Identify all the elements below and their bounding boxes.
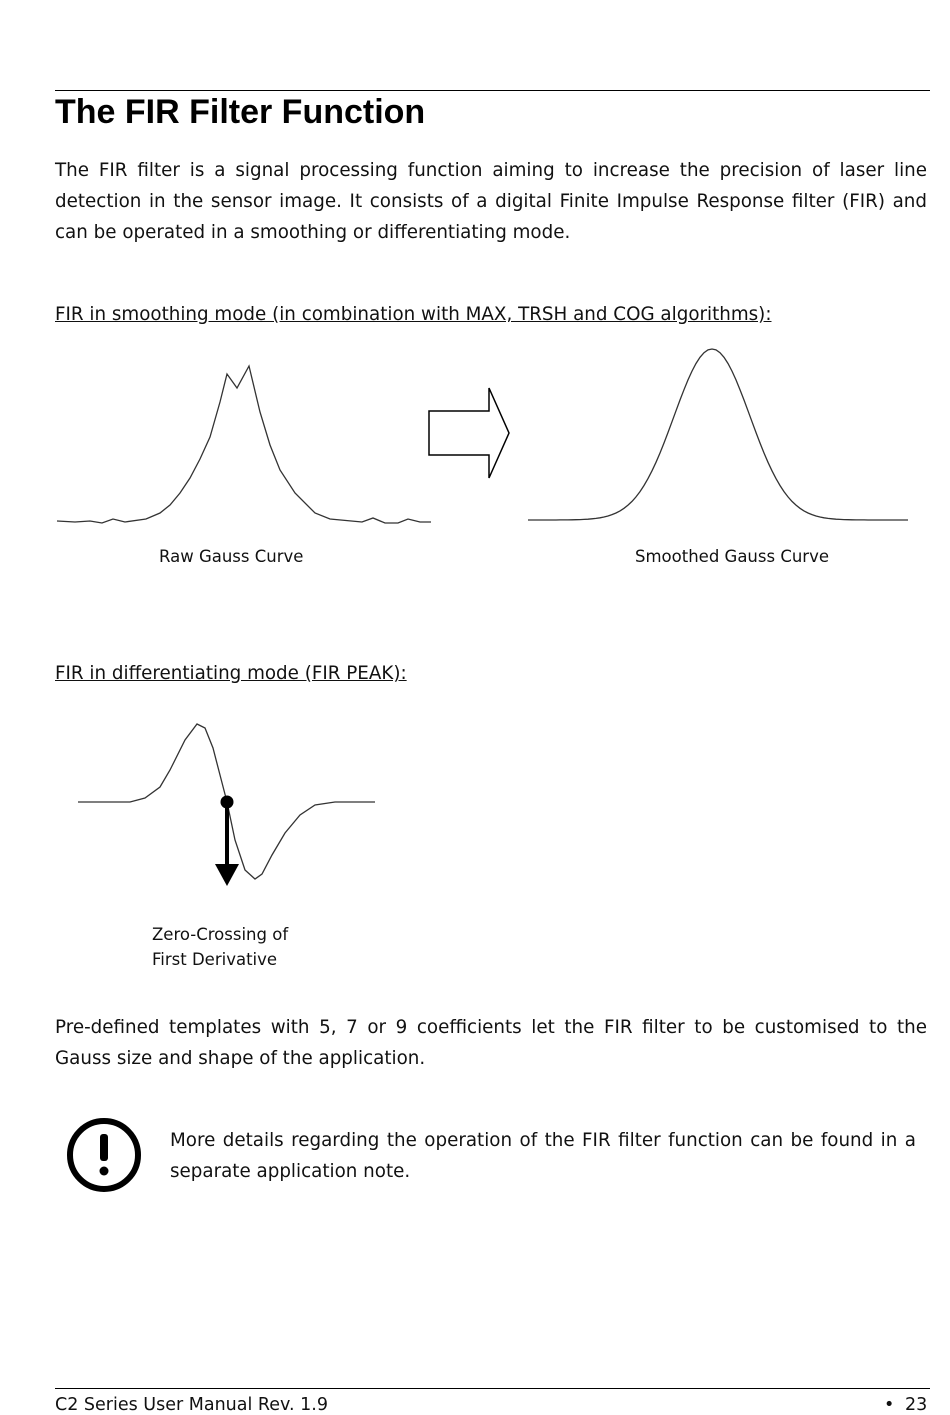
smoothed-gauss-curve	[528, 349, 908, 520]
footer-rule	[55, 1388, 930, 1389]
templates-paragraph: Pre-defined templates with 5, 7 or 9 coefficients let the FIR filter to be customised to the Gauss size and shape of the application.	[55, 1017, 927, 1069]
zero-crossing-caption	[152, 923, 288, 972]
differentiating-heading: FIR in differentiating mode (FIR PEAK):	[55, 663, 407, 684]
smoothing-heading: FIR in smoothing mode (in combination with MAX, TRSH and COG algorithms):	[55, 304, 772, 325]
footer-bullet: •	[884, 1395, 895, 1415]
right-arrow-icon	[429, 388, 509, 478]
intro-paragraph: The FIR filter is a signal processing function aiming to increase the precision of laser line detection in the sensor image. It consists of a digital Finite Impulse Response filter (FIR) and can be operated in a smoothing or differentiating mode.	[55, 160, 927, 243]
smoothed-gauss-caption: Smoothed Gauss Curve	[635, 547, 830, 566]
down-arrow-icon	[215, 864, 239, 886]
page-number: 23	[905, 1395, 928, 1415]
page-title: The FIR Filter Function	[55, 93, 426, 131]
zero-caption-line1: Zero-Crossing of	[152, 925, 289, 944]
zero-caption-line2: First Derivative	[152, 949, 278, 969]
raw-gauss-curve	[57, 366, 431, 523]
note-text: More details regarding the operation of the FIR filter function can be found in a separate application note.	[170, 1130, 916, 1182]
footer-manual: C2 Series User Manual Rev. 1.9	[55, 1395, 328, 1415]
raw-gauss-caption: Raw Gauss Curve	[159, 547, 304, 566]
exclamation-circle-icon	[70, 1121, 138, 1189]
